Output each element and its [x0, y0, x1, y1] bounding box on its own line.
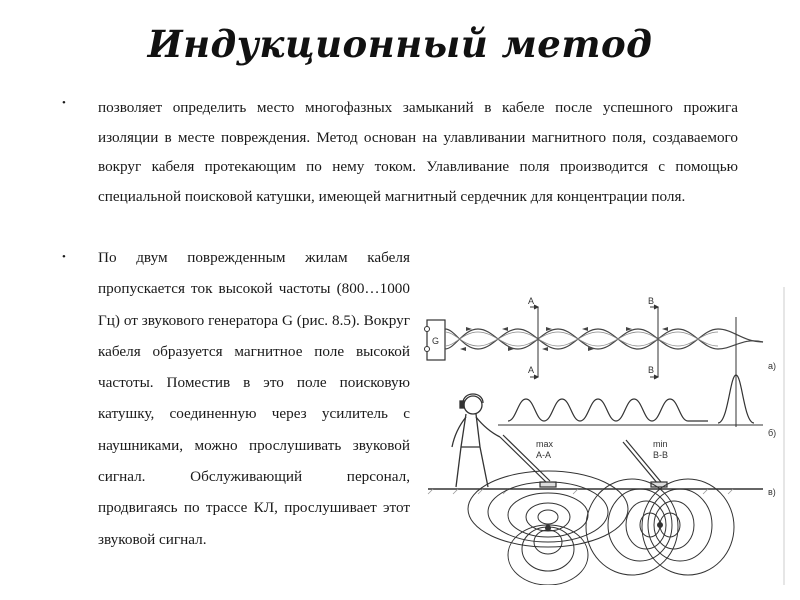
min-label: min: [653, 439, 668, 449]
bullet-icon: •: [62, 251, 66, 263]
min-section-label: B-B: [653, 450, 669, 460]
section-a-top-label: A: [528, 296, 535, 306]
section-a-bottom-label: A: [528, 365, 535, 375]
figure-label-v: в): [768, 487, 776, 497]
paragraph-description: По двум поврежденным жилам кабеля пропускается ток высокой частоты (800…1000 Гц) от звукового генератора G (рис. 8.5). Вокруг кабеля образуется магнитное поле высокой частоты. Поместив в это поле поисковую катушку, соединенную через усилитель с наушниками, можно прослушивать звуковой сигнал. Обслуживающий персонал, продвигаясь по трассе КЛ, прослушивает этот звуковой сигнал.: [98, 249, 410, 548]
induction-method-figure: [418, 287, 790, 585]
generator-label: G: [432, 336, 440, 346]
max-label: max: [536, 439, 554, 449]
page-title: Индукционный метод: [147, 22, 653, 66]
bullet-icon: •: [62, 97, 66, 109]
figure-label-b: б): [768, 428, 777, 438]
section-b-bottom-label: B: [648, 365, 655, 375]
section-b-top-label: B: [648, 296, 655, 306]
figure-label-a: а): [768, 361, 777, 371]
max-section-label: A-A: [536, 450, 552, 460]
paragraph-intro: позволяет определить место многофазных замыканий в кабеле после успешного прожига изоляции в месте повреждения. Метод основан на улавливании магнитного поля, создаваемого вокруг кабеля протекающим по нему током. Улавливание поля производится с помощью специальной поисковой катушки, имеющей магнитный сердечник для концентрации поля.: [98, 99, 738, 205]
